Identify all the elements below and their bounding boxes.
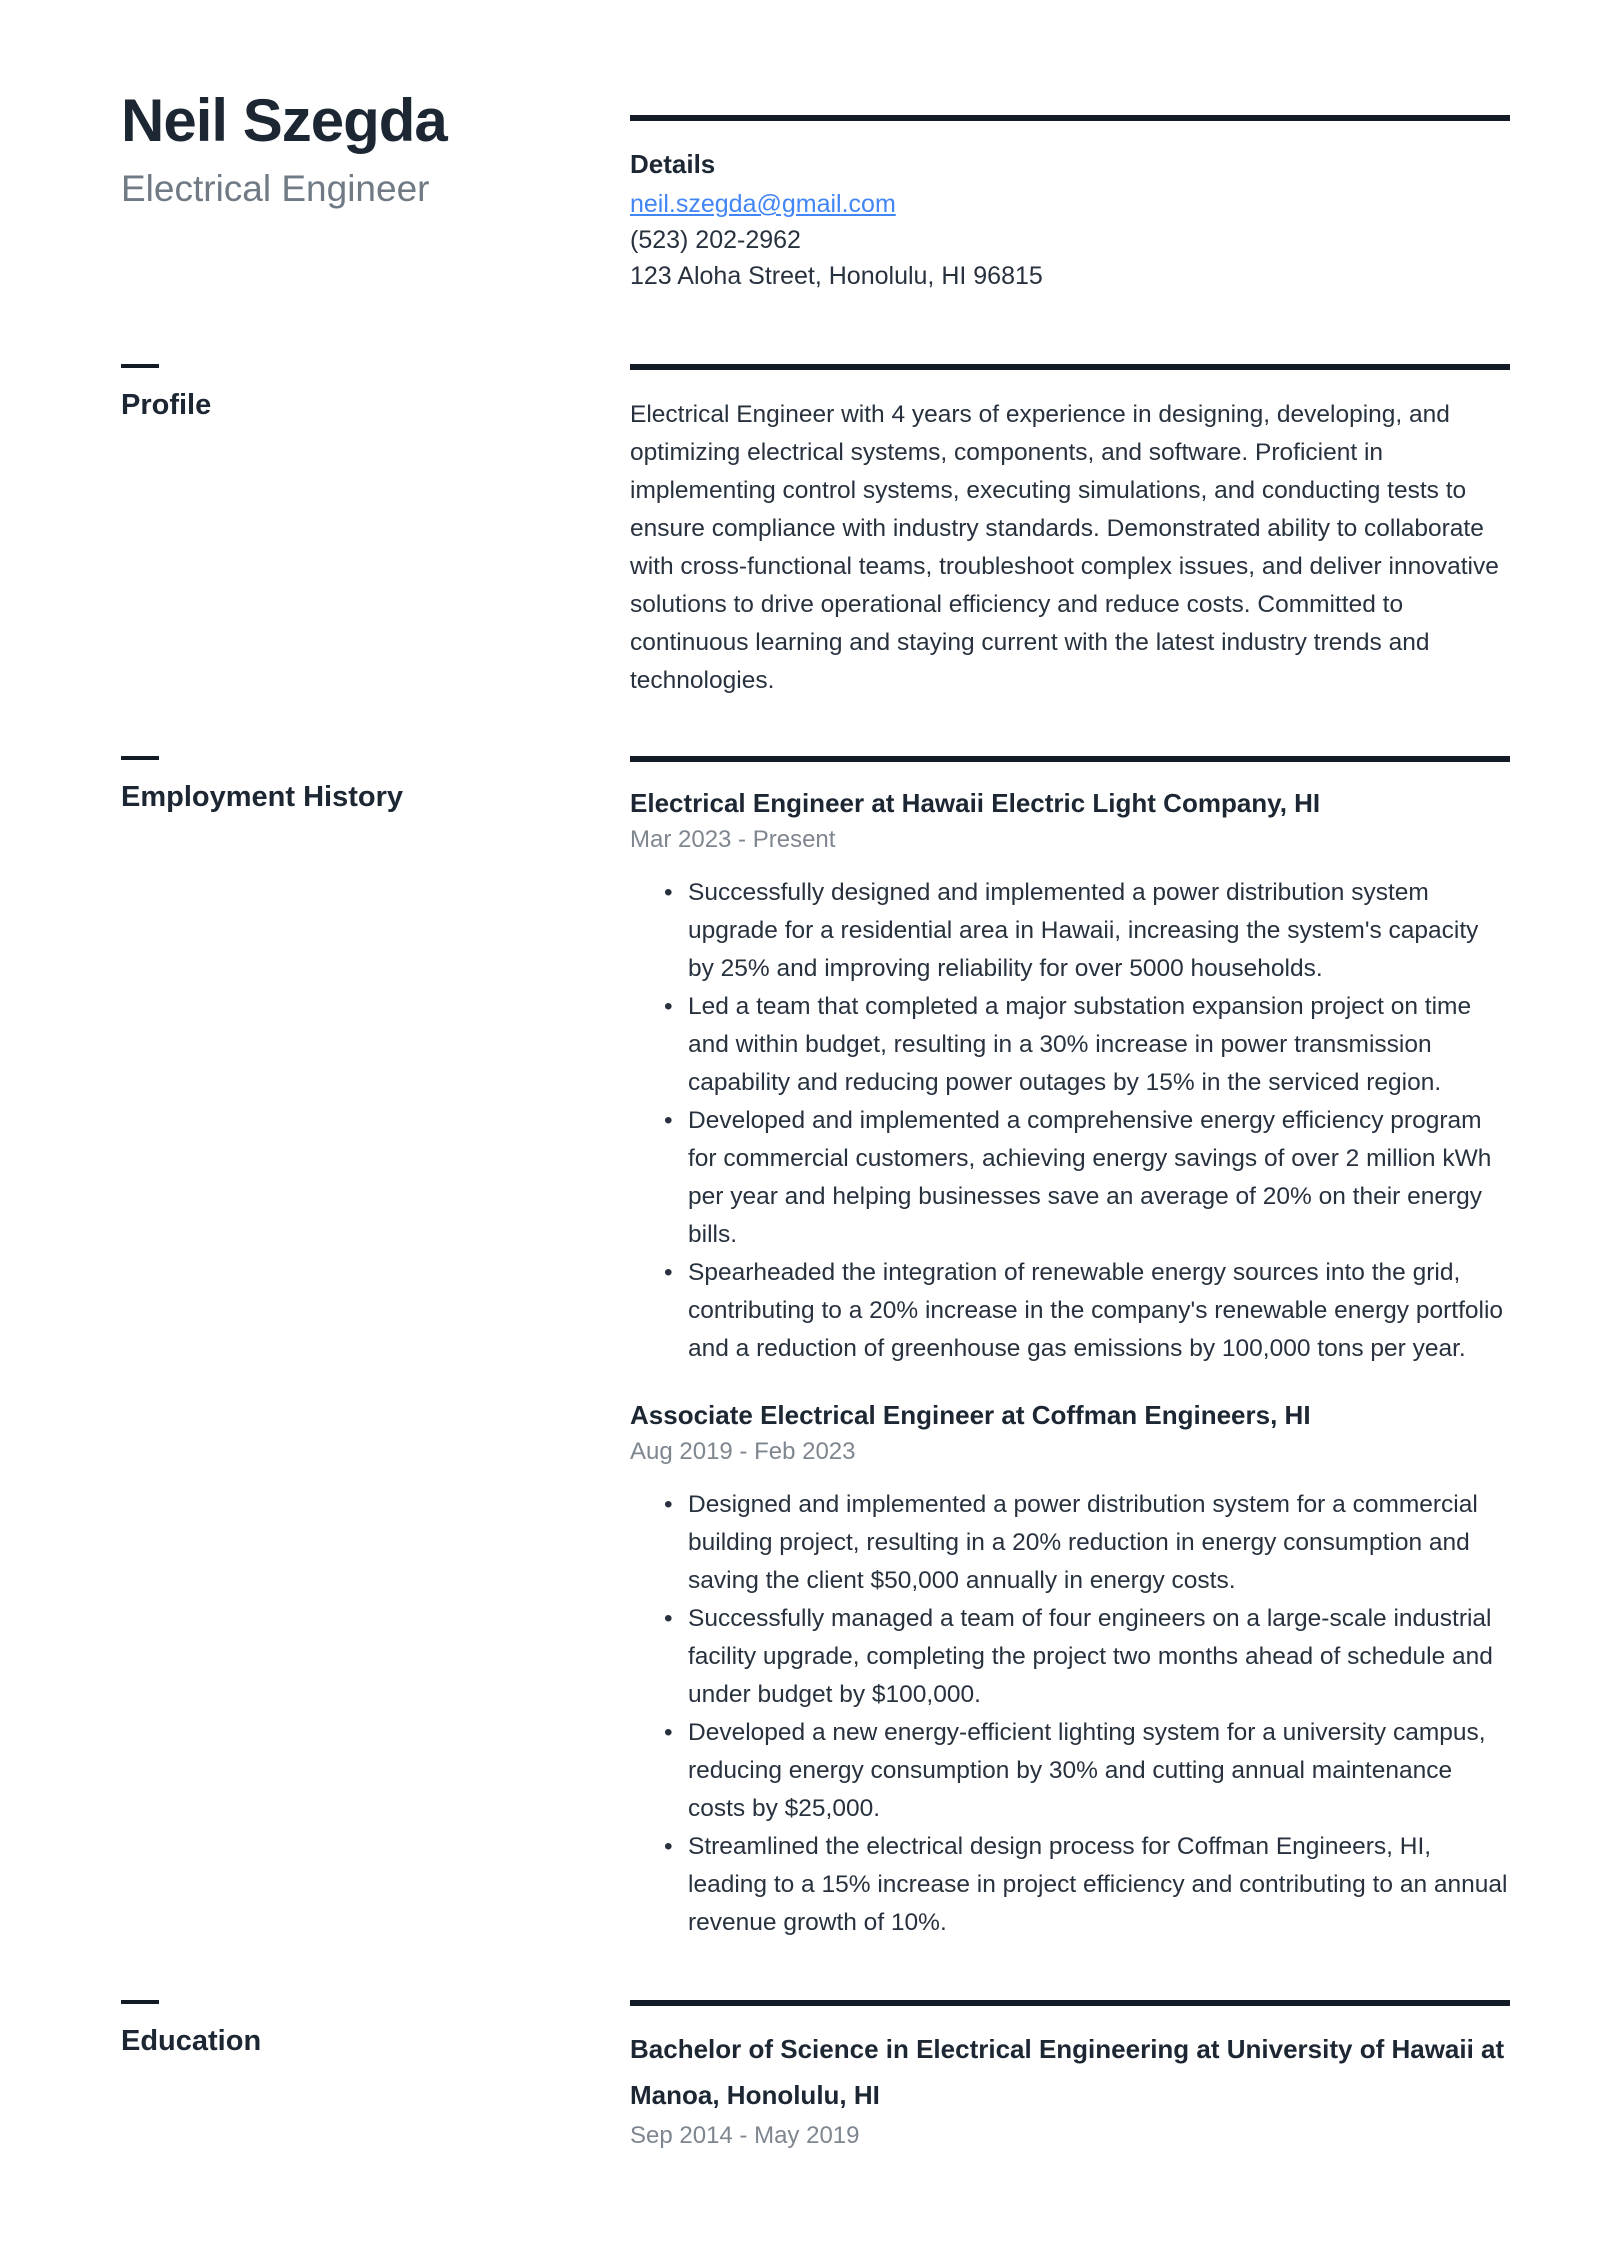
job-bullet: • Developed a new energy-efficient lighting system for a university campus, reducing energy consumption by 30% and cutting annual maintenance costs by $25,000. xyxy=(630,1714,1510,1828)
job-entry xyxy=(630,786,1510,1368)
job-bullet: • Led a team that completed a major substation expansion project on time and within budget, resulting in a 30% increase in power transmission capability and reducing power outages by 15% in the serviced region. xyxy=(630,988,1510,1102)
job-bullet: • Spearheaded the integration of renewable energy sources into the grid, contributing to a 20% increase in the company's renewable energy portfolio and a reduction of greenhouse gas emissions by 100,000 tons per year. xyxy=(630,1254,1510,1368)
profile-text: Electrical Engineer with 4 years of experience in designing, developing, and optimizing electrical systems, components, and software. Proficient in implementing control systems, executing simulations, and conducting tests to ensure compliance with industry standards. Demonstrated ability to collaborate with cross-functional teams, troubleshoot complex issues, and deliver innovative solutions to drive operational efficiency and reduce costs. Committed to continuous learning and staying current with the latest industry trends and technologies. xyxy=(630,401,1499,694)
profile-row xyxy=(121,364,1600,700)
employment-divider xyxy=(630,756,1510,762)
details-divider xyxy=(630,115,1510,121)
person-name: Neil Szegda xyxy=(121,87,447,154)
contact-list xyxy=(630,186,1510,294)
identity-block xyxy=(121,86,630,211)
job-bullet: • Designed and implemented a power distribution system for a commercial building project, resulting in a 20% reduction in energy consumption and saving the client $50,000 annually in energy costs. xyxy=(630,1486,1510,1600)
employment-heading: Employment History xyxy=(121,781,403,813)
job-title: Associate Electrical Engineer at Coffman Engineers, HI xyxy=(630,1400,1311,1430)
education-divider xyxy=(630,2000,1510,2006)
job-bullet-list xyxy=(630,874,1510,1368)
job-dates: Aug 2019 - Feb 2023 xyxy=(630,1438,856,1465)
education-entry xyxy=(630,2026,1510,2152)
degree-dates: Sep 2014 - May 2019 xyxy=(630,2122,860,2149)
employment-section xyxy=(630,756,1510,1942)
job-bullet: • Successfully designed and implemented a power distribution system upgrade for a residential area in Hawaii, increasing the system's capacity by 25% and improving reliability for over 5000 households. xyxy=(630,874,1510,988)
profile-section xyxy=(630,364,1510,700)
profile-divider xyxy=(630,364,1510,370)
job-bullet: • Successfully managed a team of four engineers on a large-scale industrial facility upgrade, completing the project two months ahead of schedule and under budget by $100,000. xyxy=(630,1600,1510,1714)
job-entry xyxy=(630,1398,1510,1942)
profile-dash xyxy=(121,364,159,368)
education-section xyxy=(630,2000,1510,2152)
employment-row xyxy=(121,756,1600,1942)
job-dates: Mar 2023 - Present xyxy=(630,826,836,853)
person-title: Electrical Engineer xyxy=(121,168,430,209)
education-heading: Education xyxy=(121,2025,262,2057)
email-link[interactable]: neil.szegda@gmail.com xyxy=(630,190,896,218)
profile-heading-block xyxy=(121,364,630,423)
profile-heading: Profile xyxy=(121,389,212,421)
education-dash xyxy=(121,2000,159,2004)
contact-phone: (523) 202-2962 xyxy=(630,226,801,254)
contact-address: 123 Aloha Street, Honolulu, HI 96815 xyxy=(630,262,1043,290)
degree-title: Bachelor of Science in Electrical Engineering at University of Hawaii at Manoa, Honolulu, HI xyxy=(630,2034,1505,2110)
details-section xyxy=(630,86,1510,294)
job-bullet: • Streamlined the electrical design process for Coffman Engineers, HI, leading to a 15% increase in project efficiency and contributing to an annual revenue growth of 10%. xyxy=(630,1828,1510,1942)
job-title: Electrical Engineer at Hawaii Electric Light Company, HI xyxy=(630,788,1321,818)
details-heading: Details xyxy=(630,149,716,179)
education-heading-block xyxy=(121,2000,630,2059)
job-bullet: • Developed and implemented a comprehensive energy efficiency program for commercial customers, achieving energy savings of over 2 million kWh per year and helping businesses save an average of 20% on their energy bills. xyxy=(630,1102,1510,1254)
education-row xyxy=(121,2000,1600,2152)
employment-heading-block xyxy=(121,756,630,815)
header-row xyxy=(121,0,1600,294)
contact-email-line xyxy=(630,186,1510,222)
employment-dash xyxy=(121,756,159,760)
job-bullet-list xyxy=(630,1486,1510,1942)
